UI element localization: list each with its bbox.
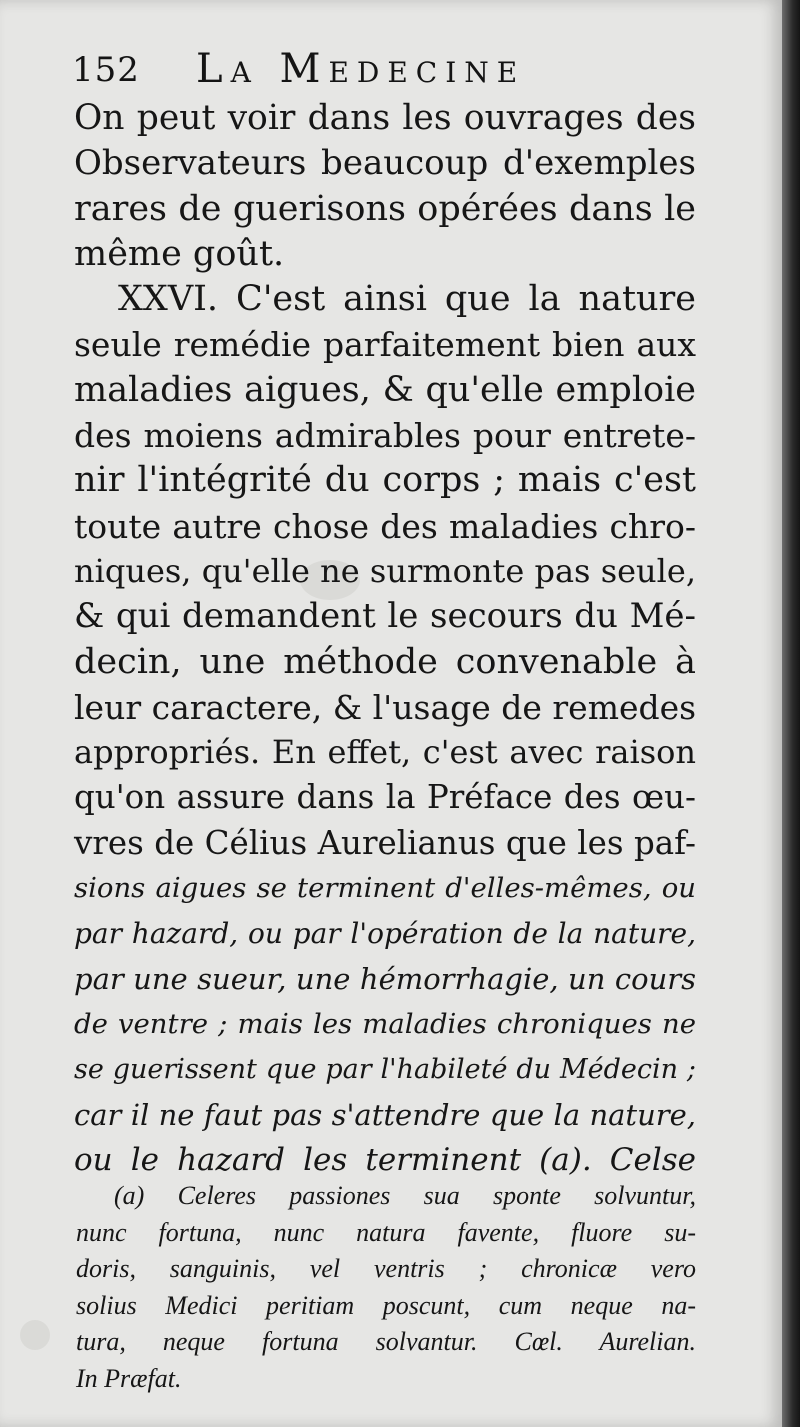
italic-text-line: car il ne faut pas s'attendre que la nature, [74,1097,696,1132]
page-header [70,44,690,104]
text-line: vres de Célius Aurelianus que les paf- [74,823,696,862]
text-line: nir l'intégrité du corps ; mais c'est [74,460,696,501]
footnote-line: solius Medici peritiam poscunt, cum neque na- [76,1290,696,1320]
section-heading-line: XXVI. C'est ainsi que la nature [118,279,696,320]
paper-stain [20,1320,50,1350]
text-line: qu'on assure dans la Préface des œu- [74,778,696,817]
book-spine-shadow [782,0,800,1427]
text-line: des moiens admirables pour entrete- [74,416,696,456]
text-line: toute autre chose des maladies chro- [74,506,696,546]
text-line: maladies aigues, & qu'elle emploie [74,369,696,410]
text-line: seule remédie parfaitement bien aux [74,325,696,365]
text-line: même goût. [74,233,285,274]
text-line: appropriés. En effet, c'est avec raison [74,733,696,772]
italic-text-line: par une sueur, une hémorrhagie, un cours [74,961,696,996]
text-line: niques, qu'elle ne surmonte pas seule, [74,551,696,590]
footnote-line: tura, neque fortuna solvantur. Cœl. Aurelian. [76,1327,696,1356]
text-line: On peut voir dans les ouvrages des [74,98,696,138]
page-number: 152 [72,50,140,90]
body-text [74,96,696,1183]
text-line: Observateurs beaucoup d'exemples [74,143,696,184]
text-line: decin, une méthode convenable à [74,641,696,682]
italic-text-line: se guerissent que par l'habileté du Médecin ; [74,1054,696,1086]
footnote-line: In Præfat. [76,1363,182,1393]
italic-text-line: sions aigues se terminent d'elles-mêmes, ou [74,872,696,905]
text-line: & qui demandent le secours du Mé- [74,596,696,637]
italic-text-line: ou le hazard les terminent (a). Celse [74,1141,696,1178]
text-line: rares de guerisons opérées dans le [74,188,696,229]
footnote-line: nunc fortuna, nunc natura favente, fluore su- [76,1217,696,1247]
italic-text-line: de ventre ; mais les maladies chroniques ne [74,1007,696,1040]
footnote-line: (a) Celeres passiones sua sponte solvuntur, [114,1181,696,1210]
running-title: La Medecine [196,46,526,92]
text-line: leur caractere, & l'usage de remedes [74,687,697,727]
footnote [76,1178,696,1397]
italic-text-line: par hazard, ou par l'opération de la nature, [74,917,696,951]
footnote-line: doris, sanguinis, vel ventris ; chronicæ vero [76,1254,696,1283]
